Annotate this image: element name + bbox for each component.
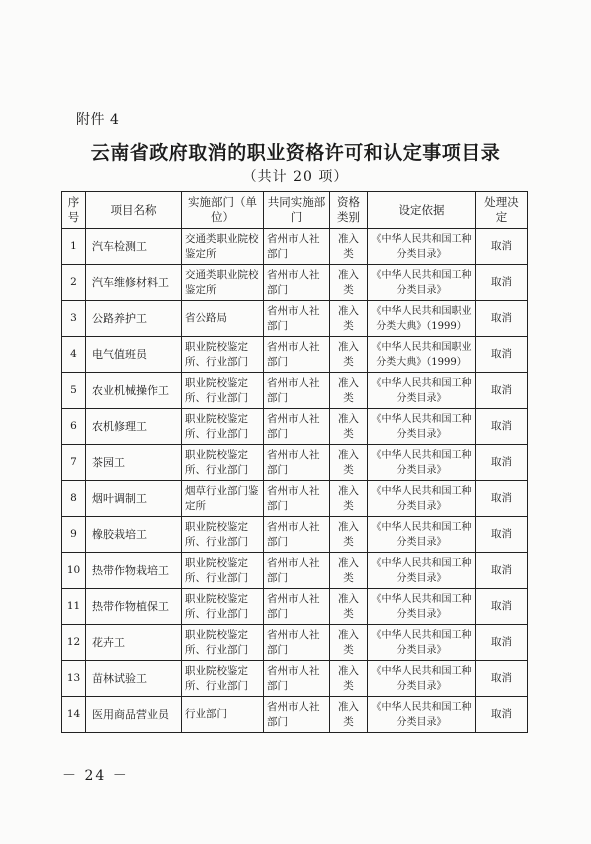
cell-num: 6 xyxy=(62,409,86,445)
cell-name: 汽车维修材料工 xyxy=(86,265,182,301)
cell-decision: 取消 xyxy=(476,589,528,625)
table-row xyxy=(62,265,528,301)
cell-basis: 《中华人民共和国职业分类大典》（1999） xyxy=(368,337,476,373)
cell-dept: 交通类职业院校鉴定所 xyxy=(182,229,264,265)
table-row xyxy=(62,373,528,409)
cell-name: 花卉工 xyxy=(86,625,182,661)
cell-dept: 职业院校鉴定所、行业部门 xyxy=(182,373,264,409)
document-title: 云南省政府取消的职业资格许可和认定事项目录 xyxy=(90,142,501,164)
table-row xyxy=(62,301,528,337)
table-row xyxy=(62,553,528,589)
cell-decision: 取消 xyxy=(476,301,528,337)
cell-category: 准入类 xyxy=(330,445,368,481)
cell-decision: 取消 xyxy=(476,661,528,697)
cell-category: 准入类 xyxy=(330,553,368,589)
table-row xyxy=(62,229,528,265)
cell-dept: 行业部门 xyxy=(182,697,264,733)
cell-category: 准入类 xyxy=(330,301,368,337)
cell-basis: 《中华人民共和国工种分类目录》 xyxy=(368,373,476,409)
cell-dept: 交通类职业院校鉴定所 xyxy=(182,265,264,301)
cell-category: 准入类 xyxy=(330,697,368,733)
cell-dept: 职业院校鉴定所、行业部门 xyxy=(182,337,264,373)
cell-basis: 《中华人民共和国工种分类目录》 xyxy=(368,481,476,517)
cell-co-dept: 省州市人社部门 xyxy=(264,229,330,265)
cell-num: 13 xyxy=(62,661,86,697)
header-name: 项目名称 xyxy=(86,192,182,229)
table-row xyxy=(62,625,528,661)
cell-category: 准入类 xyxy=(330,481,368,517)
cell-decision: 取消 xyxy=(476,409,528,445)
cell-num: 8 xyxy=(62,481,86,517)
cell-num: 3 xyxy=(62,301,86,337)
cell-co-dept: 省州市人社部门 xyxy=(264,697,330,733)
cell-co-dept: 省州市人社部门 xyxy=(264,337,330,373)
page-number: － 24 － xyxy=(62,768,129,784)
table-row xyxy=(62,337,528,373)
cell-name: 热带作物栽培工 xyxy=(86,553,182,589)
cell-co-dept: 省州市人社部门 xyxy=(264,589,330,625)
cell-category: 准入类 xyxy=(330,589,368,625)
cell-basis: 《中华人民共和国职业分类大典》（1999） xyxy=(368,301,476,337)
cell-decision: 取消 xyxy=(476,625,528,661)
cell-dept: 职业院校鉴定所、行业部门 xyxy=(182,589,264,625)
header-basis: 设定依据 xyxy=(368,192,476,229)
header-num: 序号 xyxy=(62,192,86,229)
cell-num: 4 xyxy=(62,337,86,373)
table-row xyxy=(62,409,528,445)
attachment-label: 附件 4 xyxy=(76,112,120,128)
cell-name: 热带作物植保工 xyxy=(86,589,182,625)
table-row xyxy=(62,445,528,481)
cell-name: 电气值班员 xyxy=(86,337,182,373)
cell-name: 汽车检测工 xyxy=(86,229,182,265)
cell-decision: 取消 xyxy=(476,517,528,553)
cell-co-dept: 省州市人社部门 xyxy=(264,553,330,589)
cell-decision: 取消 xyxy=(476,445,528,481)
items-table xyxy=(61,191,528,733)
cell-category: 准入类 xyxy=(330,229,368,265)
cell-co-dept: 省州市人社部门 xyxy=(264,481,330,517)
cell-co-dept: 省州市人社部门 xyxy=(264,409,330,445)
cell-name: 橡胶栽培工 xyxy=(86,517,182,553)
cell-basis: 《中华人民共和国工种分类目录》 xyxy=(368,661,476,697)
cell-num: 7 xyxy=(62,445,86,481)
cell-dept: 职业院校鉴定所、行业部门 xyxy=(182,625,264,661)
cell-num: 14 xyxy=(62,697,86,733)
cell-co-dept: 省州市人社部门 xyxy=(264,661,330,697)
cell-decision: 取消 xyxy=(476,373,528,409)
cell-category: 准入类 xyxy=(330,661,368,697)
cell-num: 2 xyxy=(62,265,86,301)
cell-name: 苗林试验工 xyxy=(86,661,182,697)
header-decision: 处理决定 xyxy=(476,192,528,229)
cell-basis: 《中华人民共和国工种分类目录》 xyxy=(368,589,476,625)
cell-co-dept: 省州市人社部门 xyxy=(264,265,330,301)
cell-name: 农机修理工 xyxy=(86,409,182,445)
cell-category: 准入类 xyxy=(330,337,368,373)
cell-basis: 《中华人民共和国工种分类目录》 xyxy=(368,553,476,589)
cell-co-dept: 省州市人社部门 xyxy=(264,373,330,409)
header-dept: 实施部门（单位） xyxy=(182,192,264,229)
cell-basis: 《中华人民共和国工种分类目录》 xyxy=(368,697,476,733)
header-co-dept: 共同实施部门 xyxy=(264,192,330,229)
cell-category: 准入类 xyxy=(330,373,368,409)
cell-basis: 《中华人民共和国工种分类目录》 xyxy=(368,265,476,301)
cell-num: 1 xyxy=(62,229,86,265)
cell-category: 准入类 xyxy=(330,517,368,553)
cell-name: 医用商品营业员 xyxy=(86,697,182,733)
cell-decision: 取消 xyxy=(476,337,528,373)
cell-dept: 烟草行业部门鉴定所 xyxy=(182,481,264,517)
cell-category: 准入类 xyxy=(330,265,368,301)
cell-co-dept: 省州市人社部门 xyxy=(264,517,330,553)
cell-decision: 取消 xyxy=(476,229,528,265)
cell-decision: 取消 xyxy=(476,481,528,517)
cell-name: 茶园工 xyxy=(86,445,182,481)
table-row xyxy=(62,517,528,553)
cell-dept: 职业院校鉴定所、行业部门 xyxy=(182,445,264,481)
cell-dept: 省公路局 xyxy=(182,301,264,337)
cell-dept: 职业院校鉴定所、行业部门 xyxy=(182,661,264,697)
cell-basis: 《中华人民共和国工种分类目录》 xyxy=(368,229,476,265)
cell-decision: 取消 xyxy=(476,265,528,301)
cell-num: 9 xyxy=(62,517,86,553)
table-header-row xyxy=(62,192,528,229)
table-row xyxy=(62,481,528,517)
document-subtitle: （共计 20 项） xyxy=(242,169,349,185)
cell-co-dept: 省州市人社部门 xyxy=(264,301,330,337)
cell-decision: 取消 xyxy=(476,697,528,733)
cell-category: 准入类 xyxy=(330,409,368,445)
cell-name: 烟叶调制工 xyxy=(86,481,182,517)
cell-num: 11 xyxy=(62,589,86,625)
cell-dept: 职业院校鉴定所、行业部门 xyxy=(182,517,264,553)
cell-name: 公路养护工 xyxy=(86,301,182,337)
cell-decision: 取消 xyxy=(476,553,528,589)
cell-num: 10 xyxy=(62,553,86,589)
cell-basis: 《中华人民共和国工种分类目录》 xyxy=(368,409,476,445)
cell-name: 农业机械操作工 xyxy=(86,373,182,409)
header-category: 资格类别 xyxy=(330,192,368,229)
table-row xyxy=(62,589,528,625)
cell-dept: 职业院校鉴定所、行业部门 xyxy=(182,553,264,589)
cell-category: 准入类 xyxy=(330,625,368,661)
cell-num: 5 xyxy=(62,373,86,409)
cell-basis: 《中华人民共和国工种分类目录》 xyxy=(368,445,476,481)
cell-co-dept: 省州市人社部门 xyxy=(264,625,330,661)
cell-basis: 《中华人民共和国工种分类目录》 xyxy=(368,517,476,553)
cell-dept: 职业院校鉴定所、行业部门 xyxy=(182,409,264,445)
cell-num: 12 xyxy=(62,625,86,661)
table-row xyxy=(62,697,528,733)
cell-basis: 《中华人民共和国工种分类目录》 xyxy=(368,625,476,661)
table-row xyxy=(62,661,528,697)
cell-co-dept: 省州市人社部门 xyxy=(264,445,330,481)
